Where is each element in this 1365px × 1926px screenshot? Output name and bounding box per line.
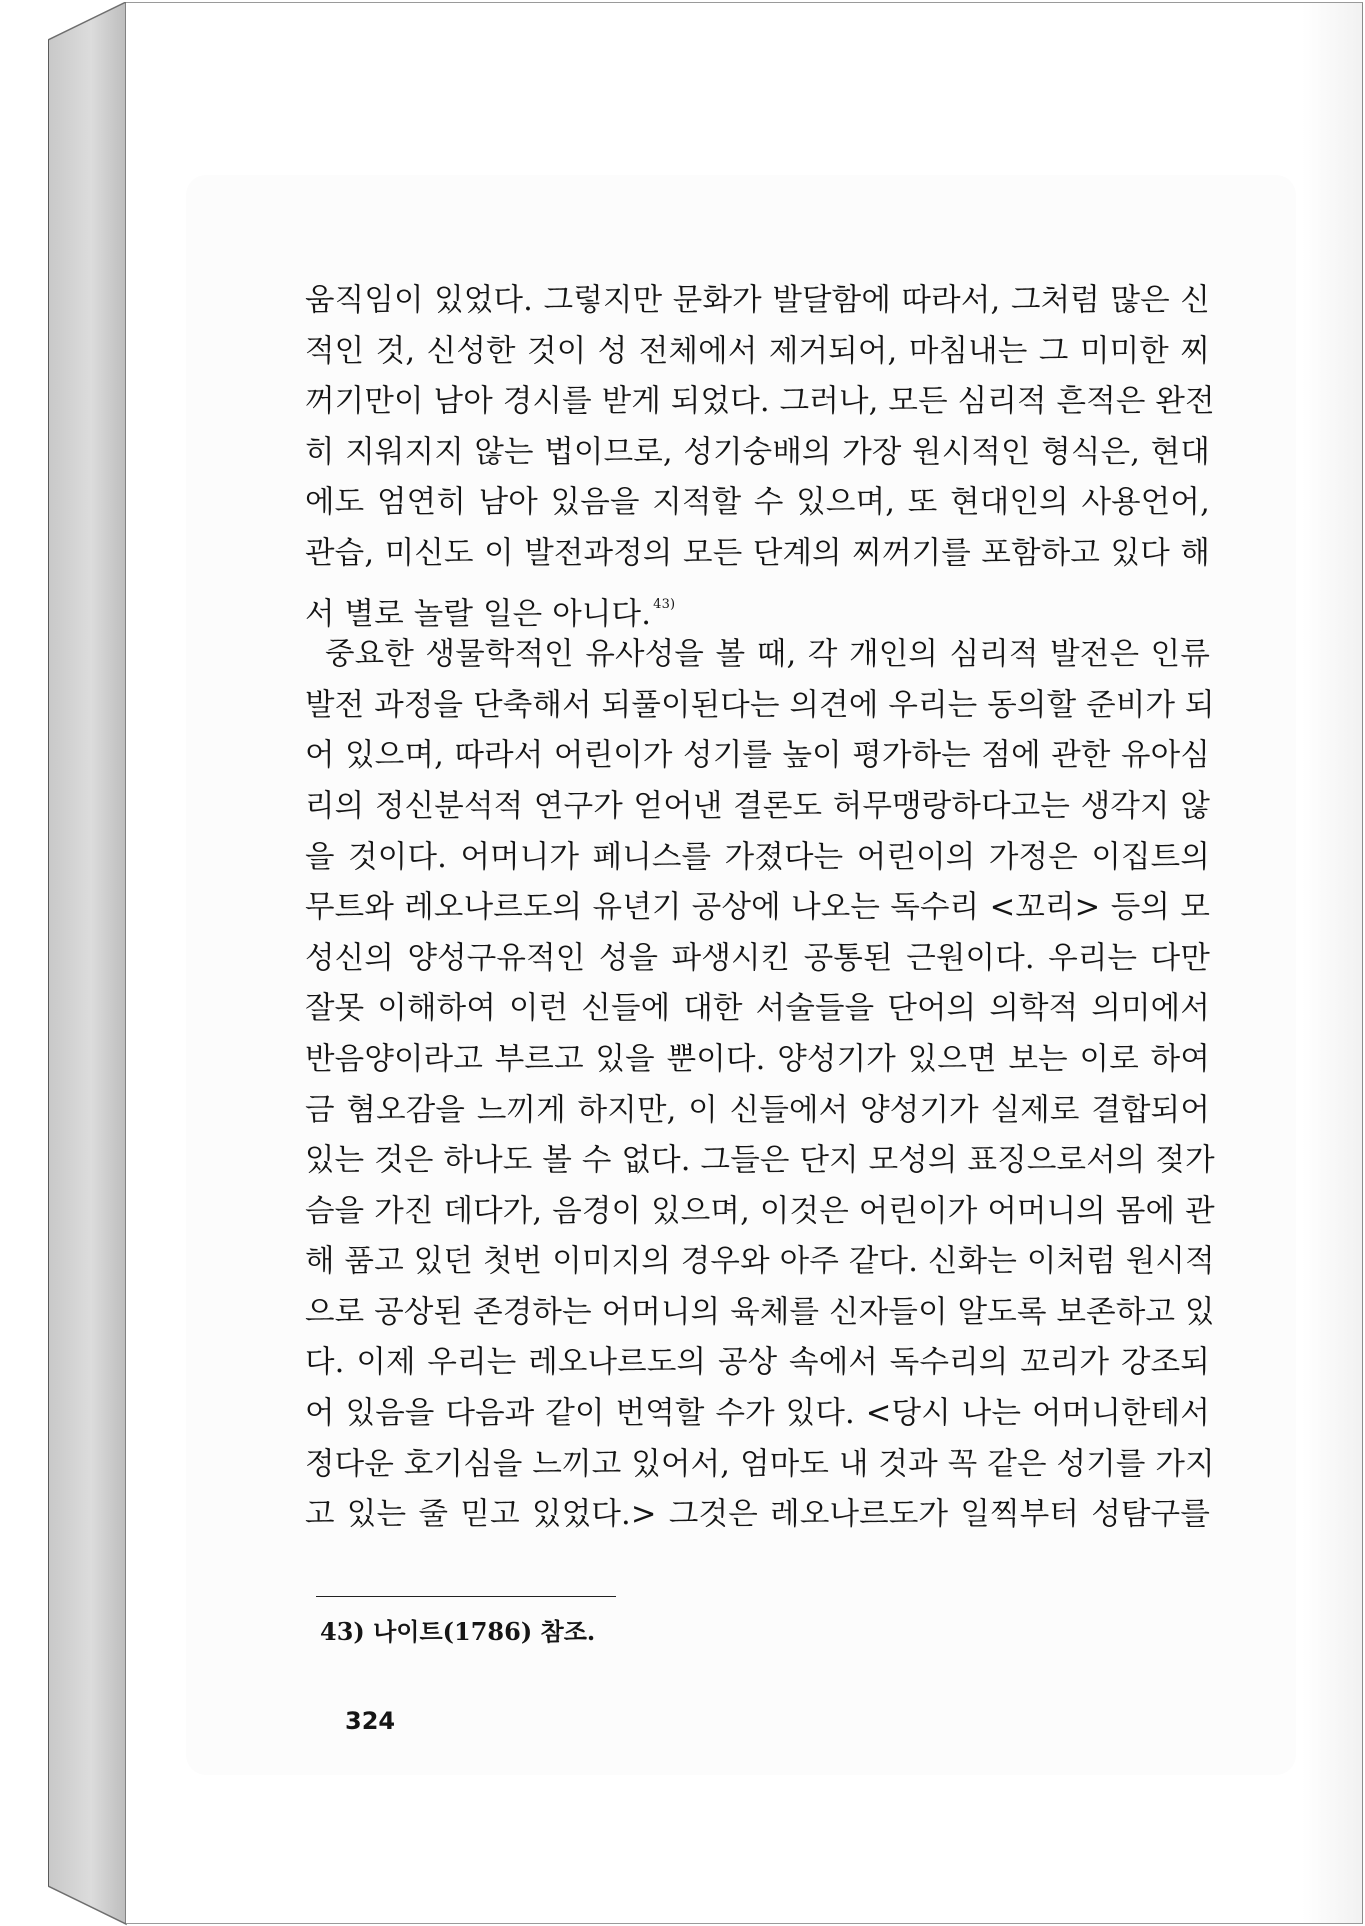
text-line: 해 품고 있던 첫번 이미지의 경우와 아주 같다. 신화는 이처럼 원시적 — [305, 1244, 1215, 1280]
book-edge-graphic — [48, 2, 128, 1926]
text-line: 관습, 미신도 이 발전과정의 모든 단계의 찌꺼기를 포함하고 있다 해 — [305, 535, 1210, 571]
text-line: 정다운 호기심을 느끼고 있어서, 엄마도 내 것과 꼭 같은 성기를 가지 — [305, 1446, 1215, 1482]
text-line: 적인 것, 신성한 것이 성 전체에서 제거되어, 마침내는 그 미미한 찌 — [305, 333, 1210, 369]
text-line: 에도 엄연히 남아 있음을 지적할 수 있으며, 또 현대인의 사용언어, — [305, 485, 1210, 521]
text-line: 금 혐오감을 느끼게 하지만, 이 신들에서 양성기가 실제로 결합되어 — [305, 1092, 1210, 1128]
text-line: 무트와 레오나르도의 유년기 공상에 나오는 독수리 <꼬리> 등의 모 — [305, 890, 1210, 926]
text-line-content: 서 별로 놀랄 일은 아니다. — [305, 596, 652, 632]
text-line: 어 있으며, 따라서 어린이가 성기를 높이 평가하는 점에 관한 유아심 — [305, 738, 1210, 774]
text-line: 있는 것은 하나도 볼 수 없다. 그들은 단지 모성의 표징으로서의 젖가 — [305, 1143, 1215, 1179]
text-line: 성신의 양성구유적인 성을 파생시킨 공통된 근원이다. 우리는 다만 — [305, 940, 1210, 976]
text-line: 어 있음을 다음과 같이 번역할 수가 있다. <당시 나는 어머니한테서 — [305, 1396, 1210, 1432]
footnote-text: 43) 나이트(1786) 참조. — [320, 1617, 596, 1646]
text-line: 잘못 이해하여 이런 신들에 대한 서술들을 단어의 의학적 의미에서 — [305, 991, 1210, 1027]
text-line: 반음양이라고 부르고 있을 뿐이다. 양성기가 있으면 보는 이로 하여 — [305, 1041, 1210, 1077]
text-line: 다. 이제 우리는 레오나르도의 공상 속에서 독수리의 꼬리가 강조되 — [305, 1345, 1210, 1381]
text-line: 을 것이다. 어머니가 페니스를 가졌다는 어린이의 가정은 이집트의 — [305, 839, 1210, 875]
text-line: 꺼기만이 남아 경시를 받게 되었다. 그러나, 모든 심리적 흔적은 완전 — [305, 384, 1215, 420]
body-text — [305, 276, 1215, 1541]
text-line: 고 있는 줄 믿고 있었다.> 그것은 레오나르도가 일찍부터 성탐구를 — [305, 1497, 1210, 1533]
text-line: 리의 정신분석적 연구가 얻어낸 결론도 허무맹랑하다고는 생각지 않 — [305, 788, 1210, 824]
text-line: 발전 과정을 단축해서 되풀이된다는 의견에 우리는 동의할 준비가 되 — [305, 687, 1215, 723]
text-line-paragraph-end — [305, 580, 1210, 631]
text-line: 슴을 가진 데다가, 음경이 있으며, 이것은 어린이가 어머니의 몸에 관 — [305, 1193, 1215, 1229]
footnote-divider — [316, 1596, 616, 1597]
text-line: 으로 공상된 존경하는 어머니의 육체를 신자들이 알도록 보존하고 있 — [305, 1294, 1215, 1330]
text-line: 움직임이 있었다. 그렇지만 문화가 발달함에 따라서, 그처럼 많은 신 — [305, 283, 1210, 318]
footnote-reference: 43) — [653, 596, 676, 612]
page-number: 324 — [345, 1707, 396, 1735]
page-edge-shadow — [1302, 3, 1362, 1923]
text-line: 히 지워지지 않는 법이므로, 성기숭배의 가장 원시적인 형식은, 현대 — [305, 434, 1210, 470]
text-line-paragraph-start: 중요한 생물학적인 유사성을 볼 때, 각 개인의 심리적 발전은 인류 — [325, 637, 1210, 673]
